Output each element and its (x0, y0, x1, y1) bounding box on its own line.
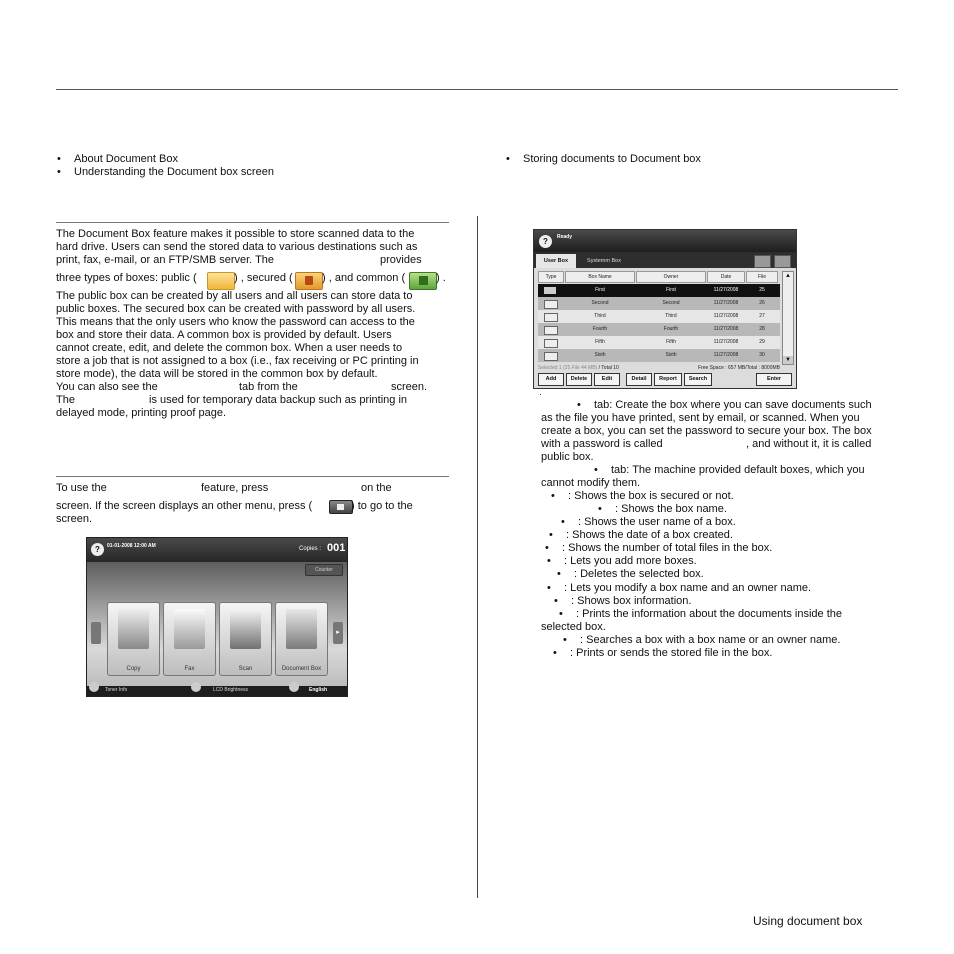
row-owner: Third (665, 313, 677, 319)
desc-item: • : Shows the date of a box created. (566, 529, 733, 542)
row-box-name: Second (591, 300, 609, 306)
detail-button[interactable]: Detail (626, 373, 652, 386)
report-button[interactable]: Report (654, 373, 682, 386)
row-date: 11/27/2008 (713, 300, 739, 306)
public-folder-icon (207, 272, 235, 290)
datetime: 01-01-2008 12:00 AM (107, 543, 156, 549)
row-date: 11/27/2008 (713, 352, 739, 358)
home-icon[interactable] (329, 500, 353, 514)
scroll-left-arrow[interactable] (91, 622, 101, 644)
total-count: / Total 10 (598, 365, 619, 371)
lock-icon (544, 313, 558, 322)
about-text: The Document Box feature makes it possible to store scanned data to the (56, 228, 415, 240)
col-header-file[interactable]: File (746, 271, 778, 283)
section-rule (56, 222, 449, 223)
about-text: This means that the only users who know the password can access to the (56, 316, 415, 328)
scroll-right-arrow[interactable]: ▸ (333, 622, 343, 644)
about-text: ) . (436, 272, 446, 284)
understand-text: on the (361, 482, 392, 494)
table-row[interactable] (538, 336, 780, 349)
lcd-brightness-label: LCD Brightness (213, 687, 249, 693)
about-text: print, fax, e-mail, or an FTP/SMB server. The (56, 254, 275, 266)
screen-body (87, 562, 347, 686)
row-owner: Second (662, 300, 680, 306)
row-file: 28 (759, 326, 765, 332)
row-file: 29 (759, 339, 765, 345)
about-text: You can also see the (56, 381, 158, 393)
row-box-name: First (595, 287, 605, 293)
free-space: Free Space : 657 MB/Total : 8000MB (698, 365, 780, 371)
main-menu-screenshot (86, 537, 348, 697)
desc-text: , and without it, it is called (746, 438, 872, 450)
column-divider (477, 216, 478, 898)
toner-icon[interactable] (89, 682, 99, 692)
understand-text: screen. (56, 513, 93, 525)
tab-user-box[interactable]: User Box (536, 254, 576, 268)
common-folder-icon (409, 272, 437, 290)
about-text: cannot create, edit, and delete the common box. When a user needs to (56, 342, 403, 354)
add-button[interactable]: Add (538, 373, 564, 386)
toc-item[interactable]: • Understanding the Document box screen (74, 166, 274, 179)
row-file: 25 (759, 287, 765, 293)
search-button[interactable]: Search (684, 373, 712, 386)
desc-text: selected box. (541, 621, 606, 633)
row-owner: Fourth (663, 326, 679, 332)
scrollbar[interactable] (782, 271, 794, 365)
desc-item: • : Prints or sends the stored file in the box. (570, 647, 772, 660)
row-date: 11/27/2008 (713, 326, 739, 332)
copier-icon (118, 609, 149, 649)
about-text: three types of boxes: public ( (56, 272, 197, 284)
tab-system-box[interactable]: Systemm Box (587, 258, 621, 264)
desc-text: public box. (541, 451, 594, 463)
col-header-type[interactable]: Type (538, 271, 564, 283)
help-icon[interactable]: ? (539, 235, 552, 248)
row-box-name: Fourth (592, 326, 608, 332)
desc-item: • : Shows the number of total files in the box. (562, 542, 772, 555)
row-date: 11/27/2008 (713, 339, 739, 345)
desc-item: • : Lets you add more boxes. (564, 555, 697, 568)
desc-text: with a password is called (541, 438, 663, 450)
desc-item: • : Deletes the selected box. (574, 568, 704, 581)
lock-icon (544, 352, 558, 361)
tile-label: Fax (184, 666, 195, 672)
toc-item[interactable]: • Storing documents to Document box (523, 153, 701, 166)
screen-topbar (534, 230, 796, 252)
document-box-screenshot (533, 229, 797, 389)
understand-text: screen. If the screen displays an other menu, press ( (56, 500, 313, 512)
scanner-icon (230, 609, 261, 649)
row-owner: Sixth (665, 352, 677, 358)
about-text: ) , secured ( (234, 272, 293, 284)
scan-tile[interactable] (219, 602, 272, 676)
about-text: The (56, 394, 75, 406)
about-text: ) , and common ( (322, 272, 406, 284)
about-text: provides (380, 254, 422, 266)
back-icon[interactable] (754, 255, 771, 268)
folder-icon (544, 287, 556, 294)
desc-item: • : Lets you modify a box name and an owner name. (564, 582, 811, 595)
col-header-date[interactable]: Date (707, 271, 745, 283)
table-row[interactable] (538, 349, 780, 362)
copies-value: 001 (327, 542, 346, 554)
language-label: English (309, 687, 328, 693)
about-text: tab from the (239, 381, 298, 393)
help-icon[interactable]: ? (91, 543, 104, 556)
understand-text: feature, press (201, 482, 269, 494)
desc-item: • : Shows the box is secured or not. (568, 490, 734, 503)
lock-icon (544, 300, 558, 309)
row-date: 11/27/2008 (713, 287, 739, 293)
desc-item: • : Shows box information. (571, 595, 691, 608)
row-owner: First (666, 287, 676, 293)
lock-icon (544, 339, 558, 348)
footer-title: Using document box (753, 914, 863, 928)
about-text: box and store their data. A common box is provided by default. Users (56, 329, 392, 341)
desc-item: • : Shows the user name of a box. (578, 516, 736, 529)
tile-label: Copy (126, 666, 141, 672)
row-box-name: Fifth (595, 339, 605, 345)
row-box-name: Sixth (594, 352, 606, 358)
secured-folder-icon (295, 272, 323, 290)
copy-tile[interactable] (107, 602, 160, 676)
table-row[interactable] (538, 284, 780, 297)
scroll-up-arrow[interactable]: ▲ (785, 273, 791, 279)
col-header-owner[interactable]: Owner (636, 271, 706, 283)
toc-item[interactable]: • About Document Box (74, 153, 178, 166)
desc-item: • : Prints the information about the documents inside the (576, 608, 842, 621)
desc-item: • : Searches a box with a box name or an owner name. (580, 634, 840, 647)
language-icon[interactable] (289, 682, 299, 692)
tile-label: Scan (238, 666, 253, 672)
desc-item: • tab: Create the box where you can save documents such (594, 399, 872, 412)
row-file: 30 (759, 352, 765, 358)
delete-button[interactable]: Delete (566, 373, 592, 386)
row-box-name: Third (594, 313, 606, 319)
understand-text: To use the (56, 482, 107, 494)
tile-label: Document Box (281, 666, 322, 672)
about-text: delayed mode, printing proof page. (56, 407, 227, 419)
tab-bar (534, 252, 796, 268)
folder-icon (544, 326, 558, 335)
fax-icon (174, 609, 205, 649)
home-icon[interactable] (774, 255, 791, 268)
about-text: is used for temporary data backup such as printing in (149, 394, 408, 406)
table-row[interactable] (538, 323, 780, 336)
about-text: store mode), the data will be stored in the common box by default. (56, 368, 378, 380)
top-rule (56, 89, 898, 90)
col-header-box-name[interactable]: Box Name (565, 271, 635, 283)
row-owner: Fifth (666, 339, 676, 345)
table-row[interactable] (538, 310, 780, 323)
screen-bottombar (87, 686, 347, 696)
desc-text: as the file you have printed, sent by email, or scanned. When you (541, 412, 860, 424)
copies-label: Copies : (299, 546, 322, 552)
selected-count: Selected 1 (25 File 44 MB) (538, 365, 599, 371)
edit-button[interactable]: Edit (594, 373, 620, 386)
desc-text: create a box, you can set the password to secure your box. The box (541, 425, 872, 437)
row-file: 27 (759, 313, 765, 319)
about-text: store a job that is not assigned to a box (i.e., fax receiving or PC printing in (56, 355, 419, 367)
counter-button[interactable]: Counter (305, 564, 343, 576)
about-text: public boxes. The secured box can be created with password by all users. (56, 303, 416, 315)
about-text: screen. (391, 381, 428, 393)
table-row[interactable] (538, 297, 780, 310)
row-file: 26 (759, 300, 765, 306)
document-box-tile[interactable] (275, 602, 328, 676)
desc-item: • tab: The machine provided default boxes, which you (611, 464, 865, 477)
toner-info-label: Toner Info (105, 687, 128, 693)
caption-dot: · (539, 389, 542, 399)
desc-text: cannot modify them. (541, 477, 641, 489)
scroll-down-arrow[interactable]: ▼ (783, 356, 793, 364)
fax-tile[interactable] (163, 602, 216, 676)
status-text: Ready (557, 234, 573, 240)
enter-button[interactable]: Enter (756, 373, 792, 386)
desc-item: • : Shows the box name. (615, 503, 727, 516)
document-box-icon (286, 609, 317, 649)
brightness-icon[interactable] (191, 682, 201, 692)
screen-topbar (87, 538, 347, 562)
understand-text: ) to go to the (351, 500, 413, 512)
section-rule (56, 476, 449, 477)
selection-info (538, 365, 619, 371)
about-text: hard drive. Users can send the stored data to various destinations such as (56, 241, 418, 253)
row-date: 11/27/2008 (713, 313, 739, 319)
about-text: The public box can be created by all users and all users can store data to (56, 290, 413, 302)
